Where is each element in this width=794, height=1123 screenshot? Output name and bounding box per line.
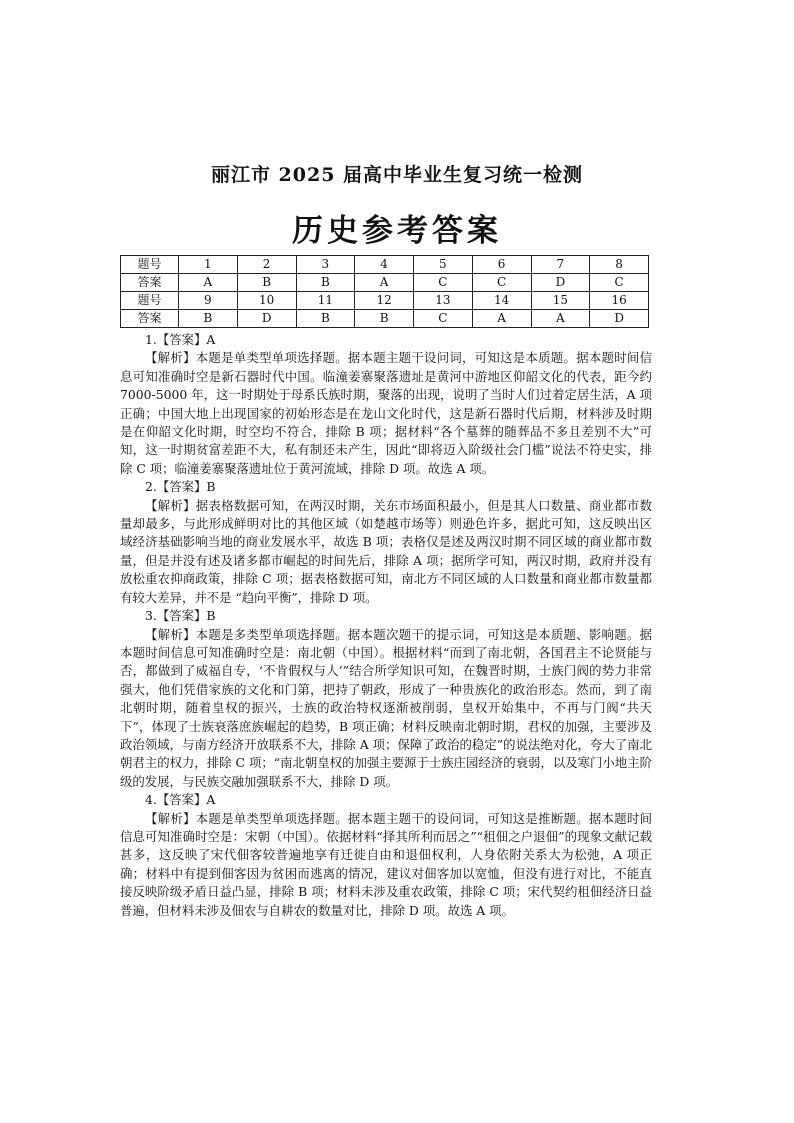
table-cell: C [414,310,473,328]
table-cell: 13 [414,292,473,310]
table-cell: 15 [531,292,590,310]
table-cell: A [179,274,238,292]
table-cell: A [472,310,531,328]
table-row [121,310,649,328]
question-1-analysis: 【解析】本题是单类型单项选择题。据本题主题干设问词，可知这是本质题。据本题时间信息可知准确时空是新石器时代中国。临潼姜寨聚落遗址是黄河中游地区仰韶文化的代表，距今约 7000-5000 年，这一时期处于母系氏族时期，聚落的出现，说明了当时人们过着定居生活，A 项正确；中国大地上出现国家的初始形态是在龙山文化时代，这是新石器时代后期，材料涉及时期是在仰韶文化时期，时空均不符合，排除 B 项；据材料“各个墓葬的随葬品不多且差别不大”可知，这一时期贫富差距不大，私有制还未产生，因此“即将迈入阶级社会门槛”说法不符史实，排除 C 项；临潼姜寨聚落遗址位于黄河流域，排除 D 项。故选 A 项。 [120,350,652,476]
table-cell: C [472,274,531,292]
page-title: 历史参考答案 [292,213,502,249]
table-cell: B [296,310,355,328]
table-cell: B [179,310,238,328]
table-cell: C [414,274,473,292]
question-3-analysis: 【解析】本题是多类型单项选择题。据本题次题干的提示词，可知这是本质题、影响题。据本题时间信息可知准确时空是：南北朝（中国）。根据材料“而到了南北朝，各国君主不论贤能与否，都做到了威福自专，‘不肯假权与人’”结合所学知识可知，在魏晋时期，士族门阀的势力非常强大，他们凭借家族的文化和门第，把持了朝政，形成了一种贵族化的政治形态。然而，到了南北朝时期，随着皇权的振兴，士族的政治特权逐渐被削弱，皇权开始集中，不再与门阀“共天下”，体现了士族衰落庶族崛起的趋势，B 项正确；材料反映南北朝时期，君权的加强，主要涉及政治领域，与南方经济开放联系不大，排除 A 项；保障了政治的稳定”的说法绝对化，夸大了南北朝君主的权力，排除 C 项；“南北朝皇权的加强主要源于士族庄园经济的衰弱，以及寒门小地主阶级的发展，与民族交融加强联系不大，排除 D 项。 [120,626,652,789]
table-cell: 11 [296,292,355,310]
table-cell: 6 [472,256,531,274]
table-cell: A [531,310,590,328]
table-cell: A [355,274,414,292]
table-cell: 7 [531,256,590,274]
table-cell: 5 [414,256,473,274]
table-cell: 10 [237,292,296,310]
answer-explanations [120,331,652,920]
table-cell: D [590,310,649,328]
exam-subtitle: 丽江市 2025 届高中毕业生复习统一检测 [210,164,584,186]
table-cell: D [237,310,296,328]
table-cell: 4 [355,256,414,274]
table-cell: 3 [296,256,355,274]
table-row [121,292,649,310]
table-row [121,274,649,292]
question-2-analysis: 【解析】据表格数据可知，在两汉时期，关东市场面积最小，但是其人口数量、商业都市数量却最多，与此形成鲜明对比的其他区域（如楚越市场等）则逊色许多，据此可知，这反映出区域经济基础影响当地的商业发展水平，故选 B 项；表格仅是述及两汉时期不同区域的商业都市数量，但是并没有述及诸多都市崛起的时间先后，排除 A 项；据所学可知，两汉时期，政府并没有放松重农抑商政策，排除 C 项；据表格数据可知，南北方不同区域的人口数量和商业都市数量都有较大差异，并不是 “趋向平衡”，排除 D 项。 [120,497,652,605]
question-3-answer: 3.【答案】B [145,608,216,624]
table-cell: B [355,310,414,328]
table-cell: D [531,274,590,292]
row-label: 题号 [121,256,179,274]
question-1-answer: 1.【答案】A [145,332,216,347]
row-label: 答案 [121,310,179,328]
row-label: 题号 [121,292,179,310]
table-cell: C [590,274,649,292]
row-label: 答案 [121,274,179,292]
table-cell: B [296,274,355,292]
answer-key-table [120,255,649,328]
question-4-analysis: 【解析】本题是单类型单项选择题。据本题主题干的设问词，可知这是推断题。据本题时间信息可知准确时空是：宋朝（中国）。依据材料“择其所利而居之”“租佃之户退佃”的现象文献记载甚多，这反映了宋代佃客较普遍地享有迁徙自由和退佃权利，人身依附关系大为松弛，A 项正确；材料中有提到佃客因为贫困而逃离的情况，建议对佃客加以宽恤，但没有进行对比，不能直接反映阶级矛盾日益凸显，排除 B 项；材料未涉及重农政策，排除 C 项；宋代契约租佃经济日益普遍，但材料未涉及佃农与自耕农的数量对比，排除 D 项。故选 A 项。 [120,810,652,918]
table-cell: 8 [590,256,649,274]
question-4-answer: 4.【答案】A [145,792,216,808]
table-cell: 12 [355,292,414,310]
question-2-answer: 2.【答案】B [145,479,216,495]
table-row [121,256,649,274]
table-cell: 14 [472,292,531,310]
table-cell: 1 [179,256,238,274]
table-cell: 2 [237,256,296,274]
table-cell: 9 [179,292,238,310]
table-cell: 16 [590,292,649,310]
table-cell: B [237,274,296,292]
